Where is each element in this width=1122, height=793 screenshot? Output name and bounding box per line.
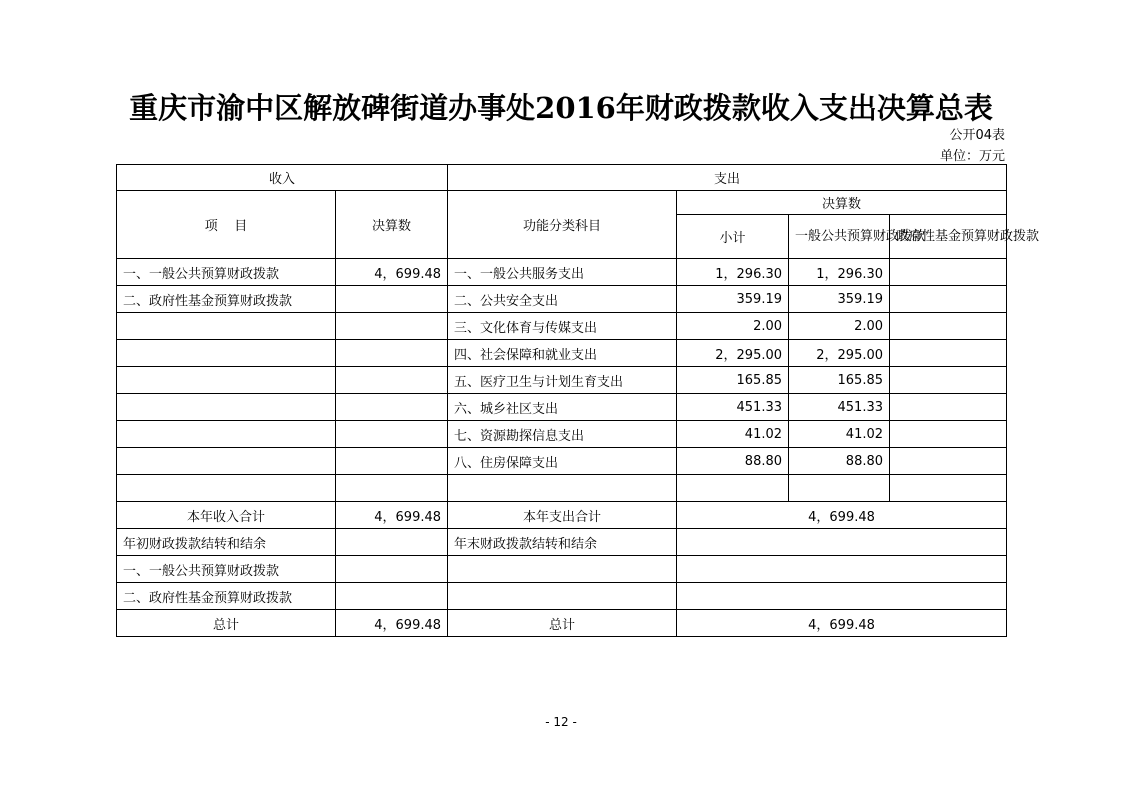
expense-header: 支出 [448,165,1007,191]
expense-subtotal: 451.33 [677,394,789,421]
grand-total-income-label: 总计 [117,610,336,637]
expense-general: 359.19 [789,286,890,313]
expense-general: 165.85 [789,367,890,394]
carry-fund-label: 二、政府性基金预算财政拨款 [117,583,336,610]
page-title: 重庆市渝中区解放碑街道办事处2016年财政拨款收入支出决算总表 [129,91,993,125]
final-amount-header: 决算数 [336,191,448,259]
table-row [117,448,1007,475]
unit-label: 单位：万元 [939,149,1005,164]
carryover-end-label: 年末财政拨款结转和结余 [448,529,677,556]
year-income-total: 4，699.48 [336,502,448,529]
carry-general-amount [336,556,448,583]
expense-item [448,475,677,502]
income-item [117,394,336,421]
expense-item: 八、住房保障支出 [448,448,677,475]
expense-subtotal: 2，295.00 [677,340,789,367]
expense-general: 88.80 [789,448,890,475]
expense-general: 41.02 [789,421,890,448]
expense-subtotal: 88.80 [677,448,789,475]
income-amount [336,286,448,313]
carryover-begin-amount [336,529,448,556]
expense-item: 五、医疗卫生与计划生育支出 [448,367,677,394]
income-item [117,367,336,394]
expense-subtotal: 41.02 [677,421,789,448]
year-expense-total: 4，699.48 [677,502,1007,529]
expense-item: 六、城乡社区支出 [448,394,677,421]
income-item [117,475,336,502]
expense-fund [890,394,1007,421]
grand-total-expense: 4，699.48 [677,610,1007,637]
table-row [117,286,1007,313]
expense-fund [890,286,1007,313]
expense-general: 451.33 [789,394,890,421]
expense-fund [890,313,1007,340]
income-amount [336,394,448,421]
income-item [117,313,336,340]
table-row [117,340,1007,367]
income-item: 一、一般公共预算财政拨款 [117,259,336,286]
carry-fund-amount [336,583,448,610]
expense-fund [890,340,1007,367]
expense-general [789,475,890,502]
carryover-row [117,529,1007,556]
carry-general-label: 一、一般公共预算财政拨款 [117,556,336,583]
page-number: - 12 - [545,715,577,729]
income-amount [336,421,448,448]
income-item [117,448,336,475]
income-amount [336,313,448,340]
expense-subtotal: 359.19 [677,286,789,313]
table-row [117,367,1007,394]
expense-subtotal [677,475,789,502]
income-amount [336,448,448,475]
expense-general: 2.00 [789,313,890,340]
table-row [117,421,1007,448]
carry-general-expense [448,556,677,583]
grand-total-expense-label: 总计 [448,610,677,637]
income-amount [336,340,448,367]
subtotal-header: 小计 [677,215,789,259]
income-amount [336,367,448,394]
expense-fund [890,475,1007,502]
expense-fund [890,259,1007,286]
function-category-header: 功能分类科目 [448,191,677,259]
carryover-begin-label: 年初财政拨款结转和结余 [117,529,336,556]
expense-subtotal: 2.00 [677,313,789,340]
expense-subtotal: 1，296.30 [677,259,789,286]
table-row [117,259,1007,286]
expense-general: 1，296.30 [789,259,890,286]
table-row [117,394,1007,421]
table-row [117,475,1007,502]
income-amount [336,475,448,502]
finance-table [116,164,1040,637]
general-budget-header: 一般公共预算财政拨款 [789,215,890,259]
year-total-row [117,502,1007,529]
income-item: 二、政府性基金预算财政拨款 [117,286,336,313]
expense-item: 三、文化体育与传媒支出 [448,313,677,340]
item-header: 项 目 [117,191,336,259]
expense-item: 一、一般公共服务支出 [448,259,677,286]
year-income-total-label: 本年收入合计 [117,502,336,529]
table-code: 公开04表 [949,128,1005,143]
fund-budget-header: 政府性基金预算财政拨款 [890,215,1007,259]
carryover-fund-row [117,583,1007,610]
expense-item: 七、资源勘探信息支出 [448,421,677,448]
final-amount-expense-header: 决算数 [677,191,1007,215]
income-amount: 4，699.48 [336,259,448,286]
expense-item: 四、社会保障和就业支出 [448,340,677,367]
income-item [117,340,336,367]
expense-fund [890,367,1007,394]
expense-item: 二、公共安全支出 [448,286,677,313]
expense-fund [890,448,1007,475]
expense-subtotal: 165.85 [677,367,789,394]
carryover-general-row [117,556,1007,583]
expense-fund [890,421,1007,448]
carry-fund-expense-amount [677,583,1007,610]
carry-general-expense-amount [677,556,1007,583]
table-row [117,313,1007,340]
income-item [117,421,336,448]
expense-general: 2，295.00 [789,340,890,367]
income-header: 收入 [117,165,448,191]
year-expense-total-label: 本年支出合计 [448,502,677,529]
grand-total-row [117,610,1007,637]
grand-total-income: 4，699.48 [336,610,448,637]
carryover-end-amount [677,529,1007,556]
carry-fund-expense [448,583,677,610]
